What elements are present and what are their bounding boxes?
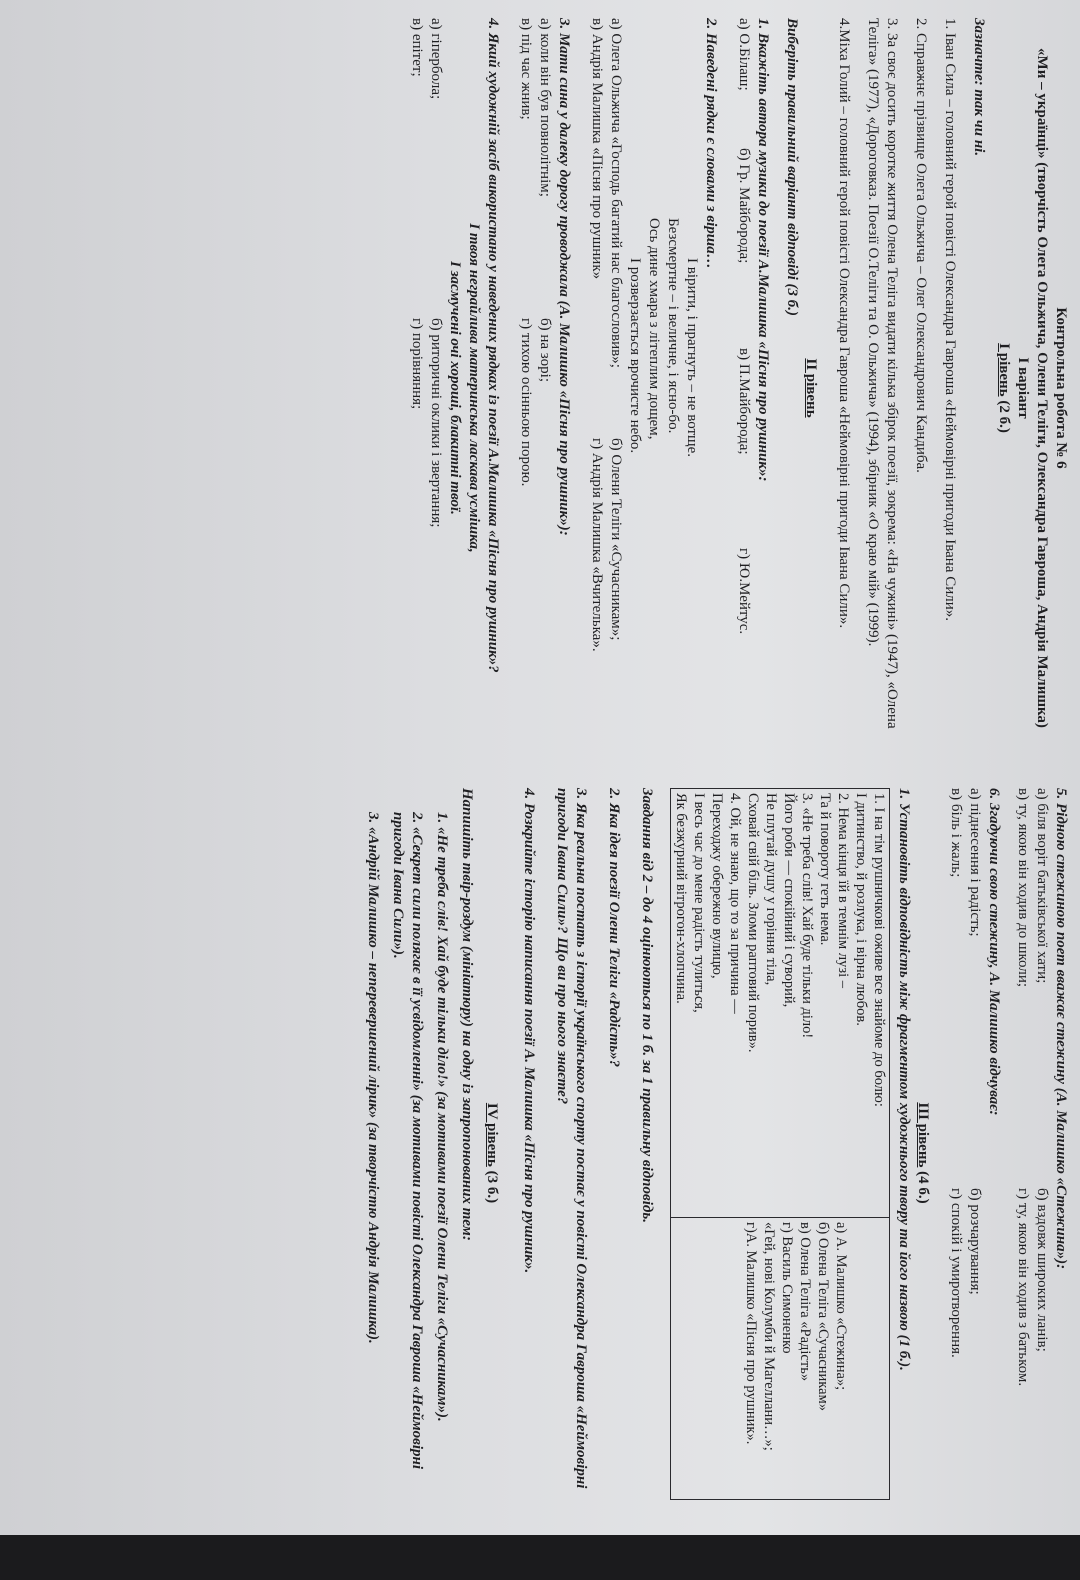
page-title: Контрольна робота № 6: [1053, 307, 1069, 469]
level1-instruction: Зазначте: так чи ні.: [971, 18, 987, 157]
l2-q5-options-row-1: [1032, 788, 1051, 1518]
l2-q6-options-row-1: [965, 788, 984, 1518]
l2-q4-quote-line-1: І твоя неграйлива материнська ласкава усмішка,: [466, 223, 482, 553]
l2-q5-option-b: б) вздовж широких ланів;: [1034, 1188, 1050, 1352]
l2-q3-option-d: г) тихою осінньою порою.: [518, 318, 534, 487]
fragment-4-line-4: Як безжурний вітрогон-хлопчина.: [673, 793, 689, 1004]
rotated-test-sheet: [0, 8, 1070, 1528]
l3-q3-text: 3. Яка реальна постать з історії українського спорту постає у повісті Олександра Гавроша «Неймовірні пригоди Івана Сили»? Що ви про нього знаєте?: [554, 788, 589, 1489]
l2-q2-poem-line-3: Ось дине хмара з літеплим дощем,: [646, 218, 662, 440]
l2-q5-options-row-2: [1013, 788, 1032, 1518]
fragment-3-line-4: Сховай свій біль. Зломи раптовий порив».: [745, 793, 761, 1053]
l3-q1-text: 1. Установіть відповідність між фрагментом художнього твору та його назвою (1 б.).: [896, 788, 912, 1371]
l2-q6-option-c: в) біль і жаль;: [948, 788, 964, 878]
fragments-cell: [671, 789, 890, 1218]
l2-q5-option-d: г) ту, якою він ходив з батьком.: [1015, 1188, 1031, 1387]
l2-q3-options-row-2: [516, 18, 535, 758]
l2-q4-option-d: г) порівняння;: [409, 318, 425, 410]
fragment-2-line-2: Та й повороту геть нема.: [817, 793, 833, 946]
l2-q1-option-b: б) Гр. Майборода;: [736, 148, 752, 264]
title-option-d: г) Василь Симоненко: [779, 1222, 795, 1354]
page-subtitle: «Ми – українці» (творчість Олега Ольжича, Олени Теліги, Олександра Гавроша, Андрія Малишка): [1034, 48, 1050, 728]
fragment-1-line-1: 1. І на тім рушничкові оживе все знайоме до болю:: [871, 793, 887, 1107]
l2-q4-option-c: в) епітет;: [409, 18, 425, 77]
level2-heading: ІІ рівень: [803, 358, 819, 418]
fragment-3-line-2: Його роби — спокійний і суворий,: [781, 793, 797, 1008]
l2-q2-poem-line-2: Безсмертне – і величне, і ясно-бо.: [665, 218, 681, 434]
level2-instruction: Виберіть правильний варіант відповіді (3 б.): [784, 18, 800, 317]
title-option-b: б) Олена Теліга «Сучасникам»: [815, 1222, 831, 1411]
l2-q2-option-d: г) Андрія Малишка «Вчителька».: [589, 438, 605, 652]
title-option-a: а) А. Малишко «Стежина»;: [833, 1222, 849, 1391]
l2-q3-option-b: б) на зорі;: [537, 318, 553, 382]
title-option-g: г)А. Малишко «Пісня про рушник».: [743, 1222, 759, 1445]
l2-q1-option-c: в) П.Майборода;: [736, 348, 752, 455]
l2-q3-option-a: а) коли він був повнолітнім;: [537, 18, 553, 197]
l2-q6-option-d: г) спокій і умиротворення.: [948, 1188, 964, 1358]
titles-cell: [671, 1218, 890, 1500]
l3-q4-text: 4. Розкрийте історію написання поезії А. Малишка «Пісня про рушник».: [521, 788, 537, 1274]
fragment-4-line-1: 4. Ой, не знаю, що то за причина —: [727, 793, 743, 1014]
title-option-c: в) Олена Теліга «Радість»: [797, 1222, 813, 1382]
l2-q6-options-row-2: [946, 788, 965, 1518]
fragment-2-line-1: 2. Нема кінця їй в темнім лузі –: [835, 793, 851, 988]
l2-q4-text: 4. Який художній засіб використано у наведених рядках із поезії А.Малишка «Пісня про рушник»?: [485, 18, 501, 673]
l2-q4-options-row-2: [407, 18, 426, 758]
level4-topic-3: 3. «Андрій Малишко – неперевершений лірик» (за творчістю Андрія Малишка).: [365, 812, 381, 1344]
l2-q3-option-c: в) під час жнив;: [518, 18, 534, 120]
fragment-1-line-2: І дитинство, й розлука, і вірна любов.: [853, 793, 869, 1026]
left-column: [10, 18, 1070, 758]
fragment-4-line-3: І весь час до мене радість тулиться,: [691, 793, 707, 1013]
title-option-d-poem: «Гей, нові Колумби й Магеллани…»;: [761, 1222, 777, 1451]
l2-q1-options: [734, 18, 753, 758]
level4-heading: IV рівень (3 б.): [484, 1102, 500, 1204]
fragment-3-line-3: Не плутай душу у горіння тіла,: [763, 793, 779, 986]
l2-q2-options-row-1: [606, 18, 625, 758]
level1-heading: І рівень (2 б.): [996, 343, 1012, 433]
l2-q2-option-c: в) Андрія Малишка «Пісня про рушник»: [589, 18, 605, 280]
matching-table: [670, 788, 890, 1500]
l3-scoring-note: Завдання від 2 – до 4 оцінюються по 1 б. за 1 правильну відповідь.: [639, 788, 655, 1223]
l2-q4-option-b: б) риторичні оклики і звертання;: [428, 318, 444, 528]
l2-q5-option-c: в) ту, якою він ходив до школи;: [1015, 788, 1031, 988]
l2-q3-options-row-1: [535, 18, 554, 758]
fragment-4-line-2: Переходжу обережно вулицю,: [709, 793, 725, 979]
fragment-3-line-1: 3. «Не треба слів! Хай буде тільки діло!: [799, 793, 815, 1039]
l2-q1-option-d: г) Ю.Мейтус.: [736, 548, 752, 635]
l2-q2-option-a: а) Олега Ольжича «Господь багатий нас благословив»;: [608, 18, 624, 368]
level4-instruction: Напишіть твір-роздум (мініатюру) на одну із запропонованих тем:: [459, 788, 475, 1241]
l2-q6-option-b: б) розчарування;: [967, 1188, 983, 1295]
l2-q6-text: 6. Згадуючи свою стежину, А. Малишко відчуває:: [986, 788, 1002, 1116]
l2-q5-text: 5. Рідною стежиною поет вважає стежину (А. Малишко «Стежина»):: [1053, 788, 1069, 1270]
variant-label: І варіант: [1015, 357, 1031, 419]
l3-q2-text: 2. Яка ідея поезії Олени Теліги «Радість»?: [606, 788, 622, 1068]
l2-q4-options-row-1: [426, 18, 445, 758]
level1-item-3: 3. За своє досить коротке життя Олена Теліга видати кілька збірок поезії, зокрема: «На чужині» (1947), «Олена Теліга» (1977), «Дороговказ. Поезії О.Теліги та О. Ольжича» (1994), збірник «О краю мій» (1999).: [865, 18, 900, 729]
l2-q2-poem-line-1: І вірити, і прагнуть – не вотще.: [684, 258, 700, 458]
l2-q4-option-a: а) гіпербола;: [428, 18, 444, 100]
level3-heading: ІІІ рівень (4 б.): [915, 1102, 931, 1204]
l2-q2-text: 2. Наведені рядки є словами з вірша…: [703, 18, 719, 269]
l2-q2-options-row-2: [587, 18, 606, 758]
right-column: [10, 788, 1070, 1518]
level4-topic-1: 1. «Не треба слів! Хай буде тільки діло!» (за мотивами поезії Олени Теліги «Сучасникам»).: [434, 812, 450, 1422]
l2-q3-text: 3. Мати сина у далеку дорогу проводжала (А. Малишко «Пісня про рушник»):: [556, 18, 572, 536]
l2-q2-poem-line-4: І розверзається врочисте небо.: [627, 258, 643, 454]
level1-item-1: 1. Іван Сила – головний герой повісті Олександра Гавроша «Неймовірні пригоди Івана Сили».: [942, 18, 958, 622]
l2-q2-option-b: б) Олени Теліги «Сучасникам»;: [608, 438, 624, 641]
l2-q5-option-a: а) біля воріт батьківської хати;: [1034, 788, 1050, 984]
level4-topic-2: 2. «Секрет сили полягає в її усвідомленні» (за мотивами повісті Олександра Гавроша «Неймовірні пригоди Івана Сили»).: [390, 812, 425, 1469]
l2-q6-option-a: а) піднесення і радість;: [967, 788, 983, 937]
level1-item-2: 2. Справжнє прізвище Олега Ольжича – Олег Олександрович Кандиба.: [913, 18, 929, 473]
l2-q1-option-a: а) О.Білаш;: [736, 18, 752, 91]
l2-q1-text: 1. Вкажіть автора музики до поезії А.Малишка «Пісня про рушник»:: [755, 18, 771, 482]
l2-q4-quote-line-2: І засмучені очі хороші, блакитні твої.: [447, 261, 463, 515]
level1-item-4: 4.Міха Голий – головний герой повісті Олександра Гавроша «Неймовірні пригоди Івана Сили».: [836, 18, 852, 629]
